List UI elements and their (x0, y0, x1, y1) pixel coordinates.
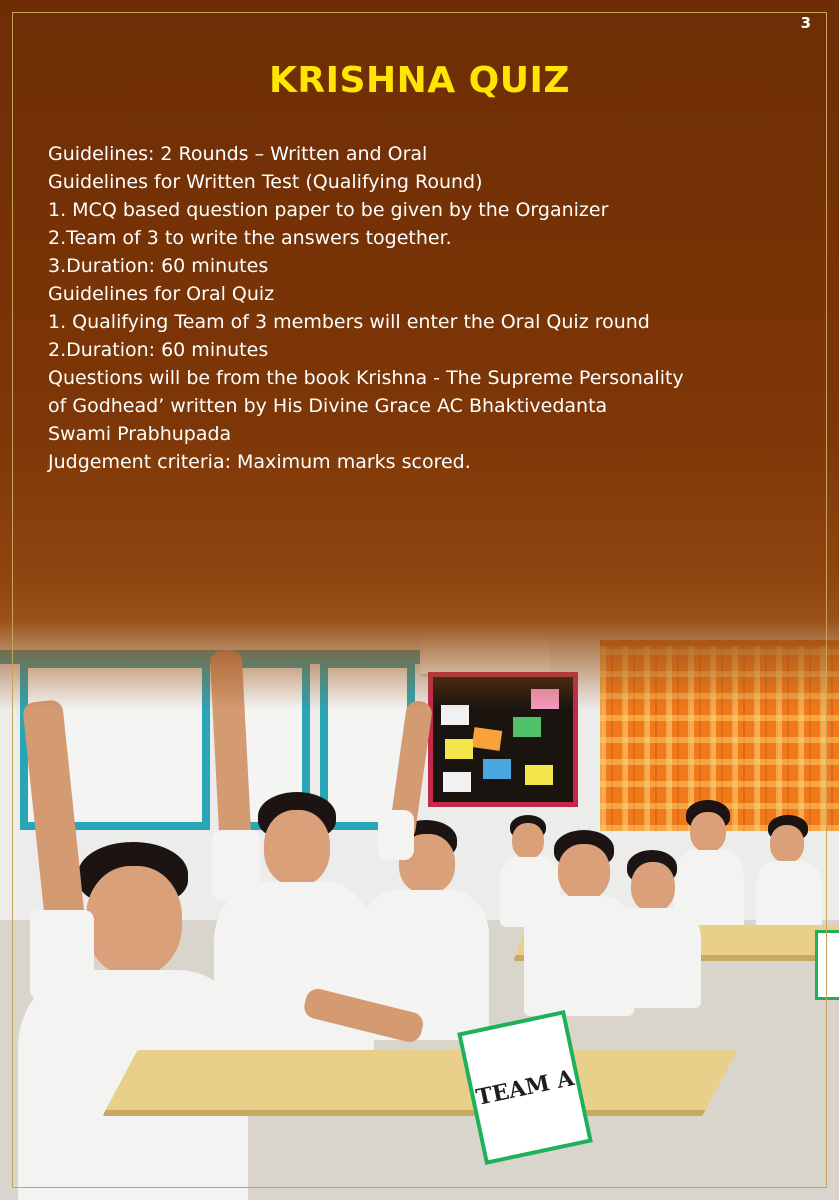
note-card (443, 772, 471, 792)
guideline-line: Guidelines for Oral Quiz (48, 283, 275, 305)
guideline-line: 2.Duration: 60 minutes (48, 339, 269, 361)
page-number: 3 (800, 14, 811, 32)
guideline-line: 1. MCQ based question paper to be given by the Organizer (48, 199, 609, 221)
sleeve (378, 810, 414, 860)
guideline-line: Judgement criteria: Maximum marks scored. (48, 451, 471, 473)
team-name-card: TEAM A (457, 1010, 593, 1165)
guidelines-text (48, 140, 788, 476)
guideline-line: 2.Team of 3 to write the answers together. (48, 227, 452, 249)
note-card (472, 727, 503, 751)
note-card (483, 759, 511, 779)
guideline-line: Swami Prabhupada (48, 423, 232, 445)
note-card (513, 717, 541, 737)
guideline-line: Guidelines: 2 Rounds – Written and Oral (48, 143, 428, 165)
guideline-line: of Godhead’ written by His Divine Grace AC Bhaktivedanta (48, 395, 608, 417)
classroom-photo (0, 620, 839, 1200)
guideline-line: Guidelines for Written Test (Qualifying Round) (48, 171, 483, 193)
note-card (525, 765, 553, 785)
desk (102, 1050, 737, 1116)
sleeve (30, 910, 94, 1000)
team-name-card-partial (815, 930, 839, 1000)
page-title: KRISHNA QUIZ (269, 60, 570, 101)
photo-top-fade (0, 620, 839, 710)
note-card (445, 739, 473, 759)
sleeve (212, 830, 260, 900)
guideline-line: Questions will be from the book Krishna - The Supreme Personality (48, 367, 684, 389)
guideline-line: 3.Duration: 60 minutes (48, 255, 269, 277)
guideline-line: 1. Qualifying Team of 3 members will enter the Oral Quiz round (48, 311, 650, 333)
